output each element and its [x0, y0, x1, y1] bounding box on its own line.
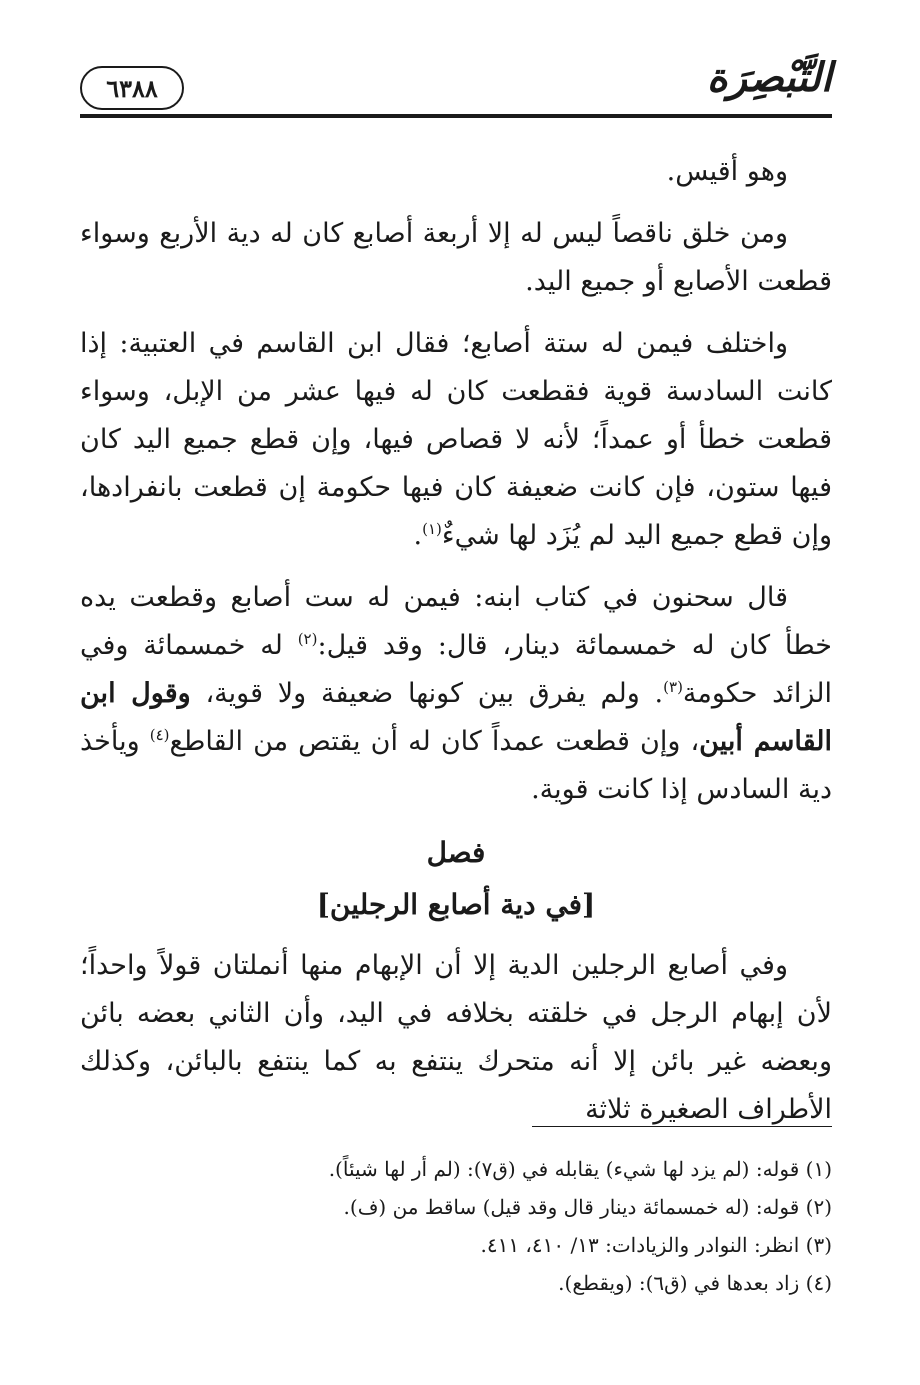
paragraph-4-part-d: ، وإن قطعت عمداً كان له أن يقتص من القاطع: [169, 726, 700, 757]
running-title: التَّبْصِرَة: [706, 54, 832, 101]
page-number: [80, 66, 184, 110]
paragraph-4-part-c: . ولم يفرق بين كونها ضعيفة ولا قوية،: [190, 678, 664, 709]
footnote-ref-2[interactable]: (٢): [297, 630, 318, 648]
footnote-4: (٤) زاد بعدها في (ق٦): (ويقطع).: [558, 1271, 832, 1295]
footnote-1: (١) قوله: (لم يزد لها شيء) يقابله في (ق٧): (لم أر لها شيئاً).: [328, 1157, 832, 1181]
main-text: [80, 148, 832, 1148]
footnote-ref-1[interactable]: (١): [422, 520, 442, 538]
section-heading: فصل: [426, 836, 486, 869]
paragraph-3-end: .: [413, 520, 423, 551]
paragraph-4-part-a: قال سحنون في كتاب ابنه: فيمن له ست أصابع وقطعت يده خطأ كان له خمسمائة دينار، قال: وقد قيل:: [80, 582, 832, 661]
footnote-2: (٢) قوله: (له خمسمائة دينار قال وقد قيل) ساقط من (ف).: [343, 1195, 832, 1219]
page-header: [80, 48, 832, 118]
footnotes: [80, 1150, 832, 1302]
paragraph-4-bold-phrase: وقول ابن القاسم أبين: [80, 678, 832, 757]
paragraph-4-part-e: ويأخذ دية السادس إذا كانت قوية.: [80, 726, 832, 805]
footnote-ref-4[interactable]: (٤): [149, 726, 170, 744]
footnote-ref-3[interactable]: (٣): [663, 678, 683, 696]
paragraph-5: وفي أصابع الرجلين الدية إلا أن الإبهام منها أنملتان قولاً واحداً؛ لأن إبهام الرجل في خلقته بخلافه في اليد، وأن الثاني بعضه بائن وبعضه غير بائن إلا أنه متحرك ينتفع به كما ينتفع بالبائن، وكذلك الأطراف الصغيرة ثلاثة: [80, 950, 832, 1125]
paragraph-3-text: واختلف فيمن له ستة أصابع؛ فقال ابن القاسم في العتبية: إذا كانت السادسة قوية فقطعت كان له فيها عشر من الإبل، وسواء قطعت خطأ أو عمداً؛ لأنه لا قصاص فيها، وإن قطع جميع اليد كان فيها ستون، فإن كانت ضعيفة كان فيها حكومة إن قطعت بانفرادها، وإن قطع جميع اليد لم يُزَد لها شيءٌ: [80, 328, 832, 551]
header-rule: [80, 114, 832, 118]
section-subheading: [في دية أصابع الرجلين]: [316, 888, 596, 921]
page-number-text: ٦٣٨٨: [106, 73, 158, 103]
paragraph-1: وهو أقيس.: [666, 156, 788, 187]
footnote-3: (٣) انظر: النوادر والزيادات: ١٣/ ٤١٠، ٤١١.: [480, 1233, 832, 1257]
paragraph-4: [80, 574, 832, 814]
paragraph-4-part-b: له خمسمائة وفي الزائد حكومة: [80, 630, 832, 709]
footnote-separator: [532, 1126, 832, 1127]
paragraph-2: ومن خلق ناقصاً ليس له إلا أربعة أصابع كان له دية الأربع وسواء قطعت الأصابع أو جميع اليد.: [80, 218, 832, 297]
paragraph-3: [80, 320, 832, 560]
